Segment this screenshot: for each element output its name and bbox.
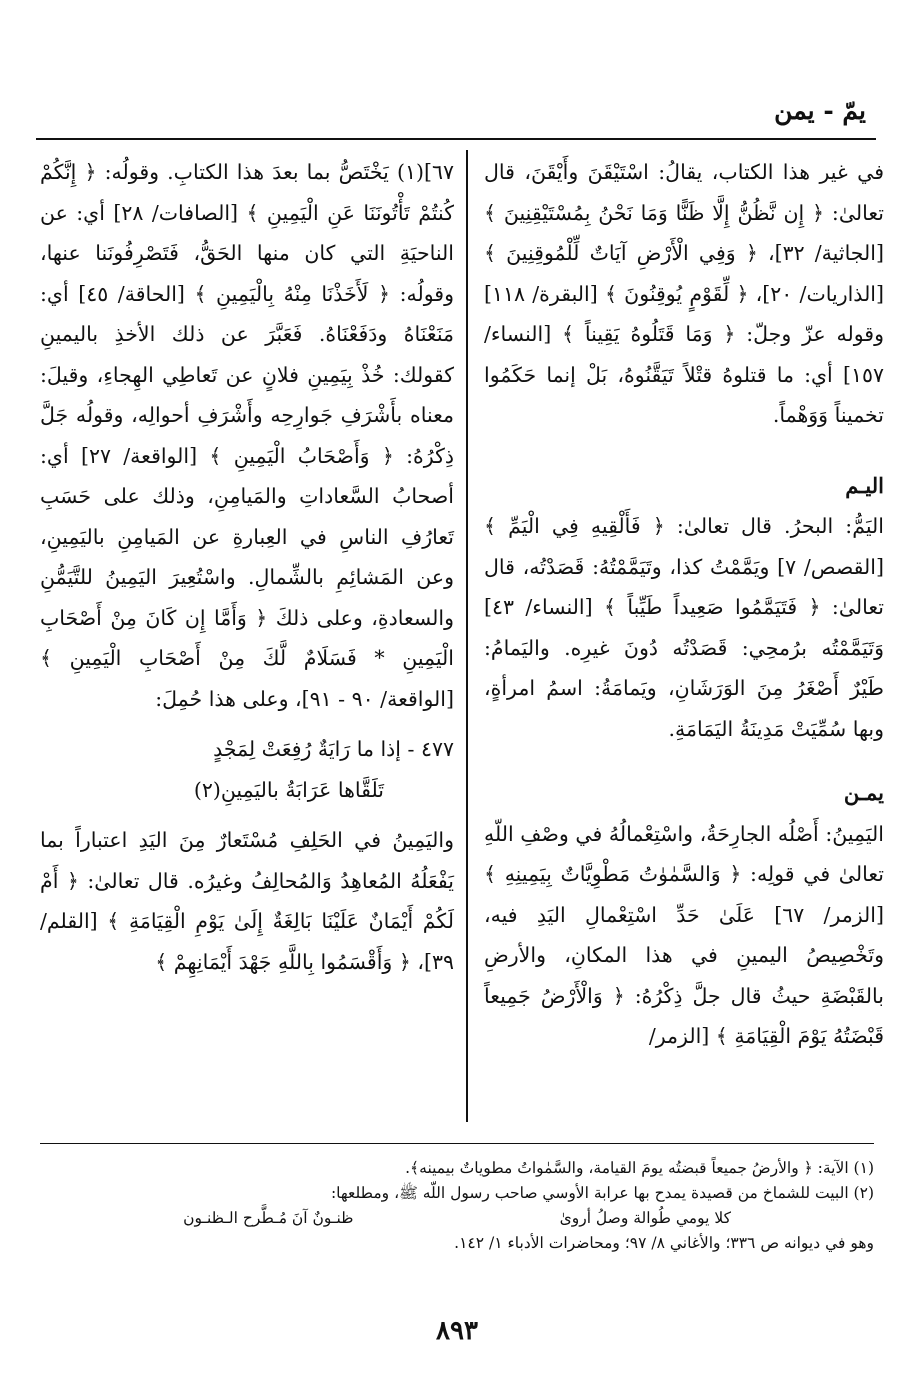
footnote-verse-hemistich-2: ظنـونٌ آنَ مُـطَّرح الـظنـون [183,1209,354,1227]
column-divider [466,150,468,1122]
header-rule [36,138,876,140]
footnote-2-source: وهو في ديوانه ص ٣٣٦؛ والأغاني ٨/ ٩٧؛ ومحاضرات الأدباء ١/ ١٤٢. [454,1234,874,1252]
footnotes [40,1156,874,1256]
right-column [484,152,884,1057]
entry-text-oath: واليَمِينُ في الحَلِفِ مُسْتَعارٌ مِنَ اليَدِ اعتباراً بما يَفْعَلُهُ المُعاهِدُ وَالمُحالِفُ وغيرُه. قال تعالىٰ: ﴿ أَمْ لَكُمْ أَيْمَانٌ عَلَيْنَا بَالِغَةٌ إِلَىٰ يَوْمِ الْقِيَامَةِ ﴾ [القلم/ ٣٩]، ﴿ وَأَقْسَمُوا بِاللَّهِ جَهْدَ أَيْمَانِهِمْ ﴾ [40,828,454,974]
entry-text-yumn-continued: ٦٧](١) يَخْتَصُّ بما بعدَ هذا الكتابِ. وقولُه: ﴿ إِنَّكُمْ كُنتُمْ تَأْتُونَنَا عَنِ الْيَمِينِ ﴾ [الصافات/ ٢٨] أي: عن الناحيَةِ التي كان منها الحَقُّ، فَتَصْرِفُونَنا عنها، وقولُه: ﴿ لَأَخَذْنَا مِنْهُ بِالْيَمِينِ ﴾ [الحاقة/ ٤٥] أي: مَنَعْنَاهُ ودَفَعْنَاهُ. فَعَبَّرَ عن ذلك الأخذِ باليمينِ كقولك: خُذْ بِيَمِينِ فلانٍ عن تَعاطِي الهِجاءِ، وقيلَ: معناه بأَشْرَفِ جَوارِحِه وأَشْرَفِ أحوالِه، وقولُه جَلَّ ذِكْرُهُ: ﴿ وَأَصْحَابُ الْيَمِينِ ﴾ [الواقعة/ ٢٧] أي: أصحابُ السَّعاداتِ والمَيامِنِ، وذلك على حَسَبِ تَعارُفِ الناسِ في العِبارةِ عن المَيامِنِ باليَمِينِ، وعن المَشائِمِ بالشِّمالِ. واسْتُعِيرَ اليَمِينُ للتَّيَمُّنِ والسعادةِ، وعلى ذلكَ ﴿ وَأَمَّا إِن كَانَ مِنْ أَصْحَابِ الْيَمِينِ * فَسَلَامٌ لَّكَ مِنْ أَصْحَابِ الْيَمِينِ ﴾ [الواقعة/ ٩٠ - ٩١]، وعلى هذا حُمِلَ: [40,160,455,711]
verse-line-2: تَلَقَّاها عَرَابَةُ باليَمِينِ(٢) [193,777,384,802]
page-header: يمّ - يمن [774,96,866,125]
poetry-verse [40,729,454,810]
footnote-verse-hemistich-1: كلا يومي طُوالة وصلُ أروىٰ [559,1209,731,1227]
page-number: ٨٩٣ [436,1316,478,1346]
entry-heading-yam: اليـم [845,472,884,498]
left-column [40,152,454,982]
entry-text-yam: اليَمُّ: البحرُ. قال تعالىٰ: ﴿ فَأَلْقِيهِ فِي الْيَمِّ ﴾ [القصص/ ٧] ويَمَّمْتُ كذا، وتَيَمَّمْتُهُ: قَصَدْتُه، قال تعالىٰ: ﴿ فَتَيَمَّمُوا صَعِيداً طَيِّباً ﴾ [النساء/ ٤٣] وَتَيَمَّمْتُه برُمحِي: قَصَدْتُه دُونَ غيرِه. واليَمامُ: طَيْرٌ أَصْغَرُ مِنَ الوَرَشَانِ، ويَمامَةُ: اسمُ امرأةٍ، وبها سُمِّيَتْ مَدِينَةُ اليَمَامَةِ. [484,514,884,741]
footnote-1: (١) الآية: ﴿ والأرضُ جميعاً قبضتُه يومَ القيامة، والسَّمٰواتُ مطوياتٌ بيمينه﴾. [405,1159,874,1177]
entry-text-yumn: اليَمِينُ: أَصْلُه الجارِحَةُ، واسْتِعْمالُهُ في وصْفِ اللّهِ تعالىٰ في قولِه: ﴿ وَالسَّمٰوٰتُ مَطْوِيَّاتٌ بِيَمِينِهِ ﴾ [الزمر/ ٦٧] عَلَىٰ حَدِّ اسْتِعْمالِ اليَدِ فيه، وتَخْصِيصُ اليمينِ في هذا المكانِ، والأرضِ بالقَبْضَةِ حيثُ قال جلَّ ذِكْرُهُ: ﴿ وَالْأَرْضُ جَمِيعاً قَبْضَتُهُ يَوْمَ الْقِيَامَةِ ﴾ [الزمر/ [484,821,884,1048]
footnote-verse [40,1206,874,1231]
footnote-2: (٢) البيت للشماخ من قصيدة يمدح بها عرابة الأوسي صاحب رسول اللّه ﷺ، ومطلعها: [330,1184,874,1202]
verse-line-1: ٤٧٧ - إذا ما رَايَةٌ رُفِعَتْ لِمَجْدٍ [213,737,454,761]
footnote-rule [40,1143,874,1144]
entry-heading-yumn: يمـن [843,780,884,805]
paragraph-continuation: في غير هذا الكتاب، يقالُ: اسْتَيْقَنَ وأَيْقَنَ، قال تعالىٰ: ﴿ إِن نَّظُنُّ إِلَّا ظَنًّا وَمَا نَحْنُ بِمُسْتَيْقِنِينَ ﴾ [الجاثية/ ٣٢]، ﴿ وَفِي الْأَرْضِ آيَاتٌ لِّلْمُوقِنِينَ ﴾ [الذاريات/ ٢٠]، ﴿ لِّقَوْمٍ يُوقِنُونَ ﴾ [البقرة/ ١١٨] وقوله عزّ وجلّ: ﴿ وَمَا قَتَلُوهُ يَقِيناً ﴾ [النساء/ ١٥٧] أي: ما قتلوهُ قتْلاً تَيَقَّنُوهُ، بَلْ إنما حَكَمُوا تخميناً وَوَهْماً. [484,160,885,427]
